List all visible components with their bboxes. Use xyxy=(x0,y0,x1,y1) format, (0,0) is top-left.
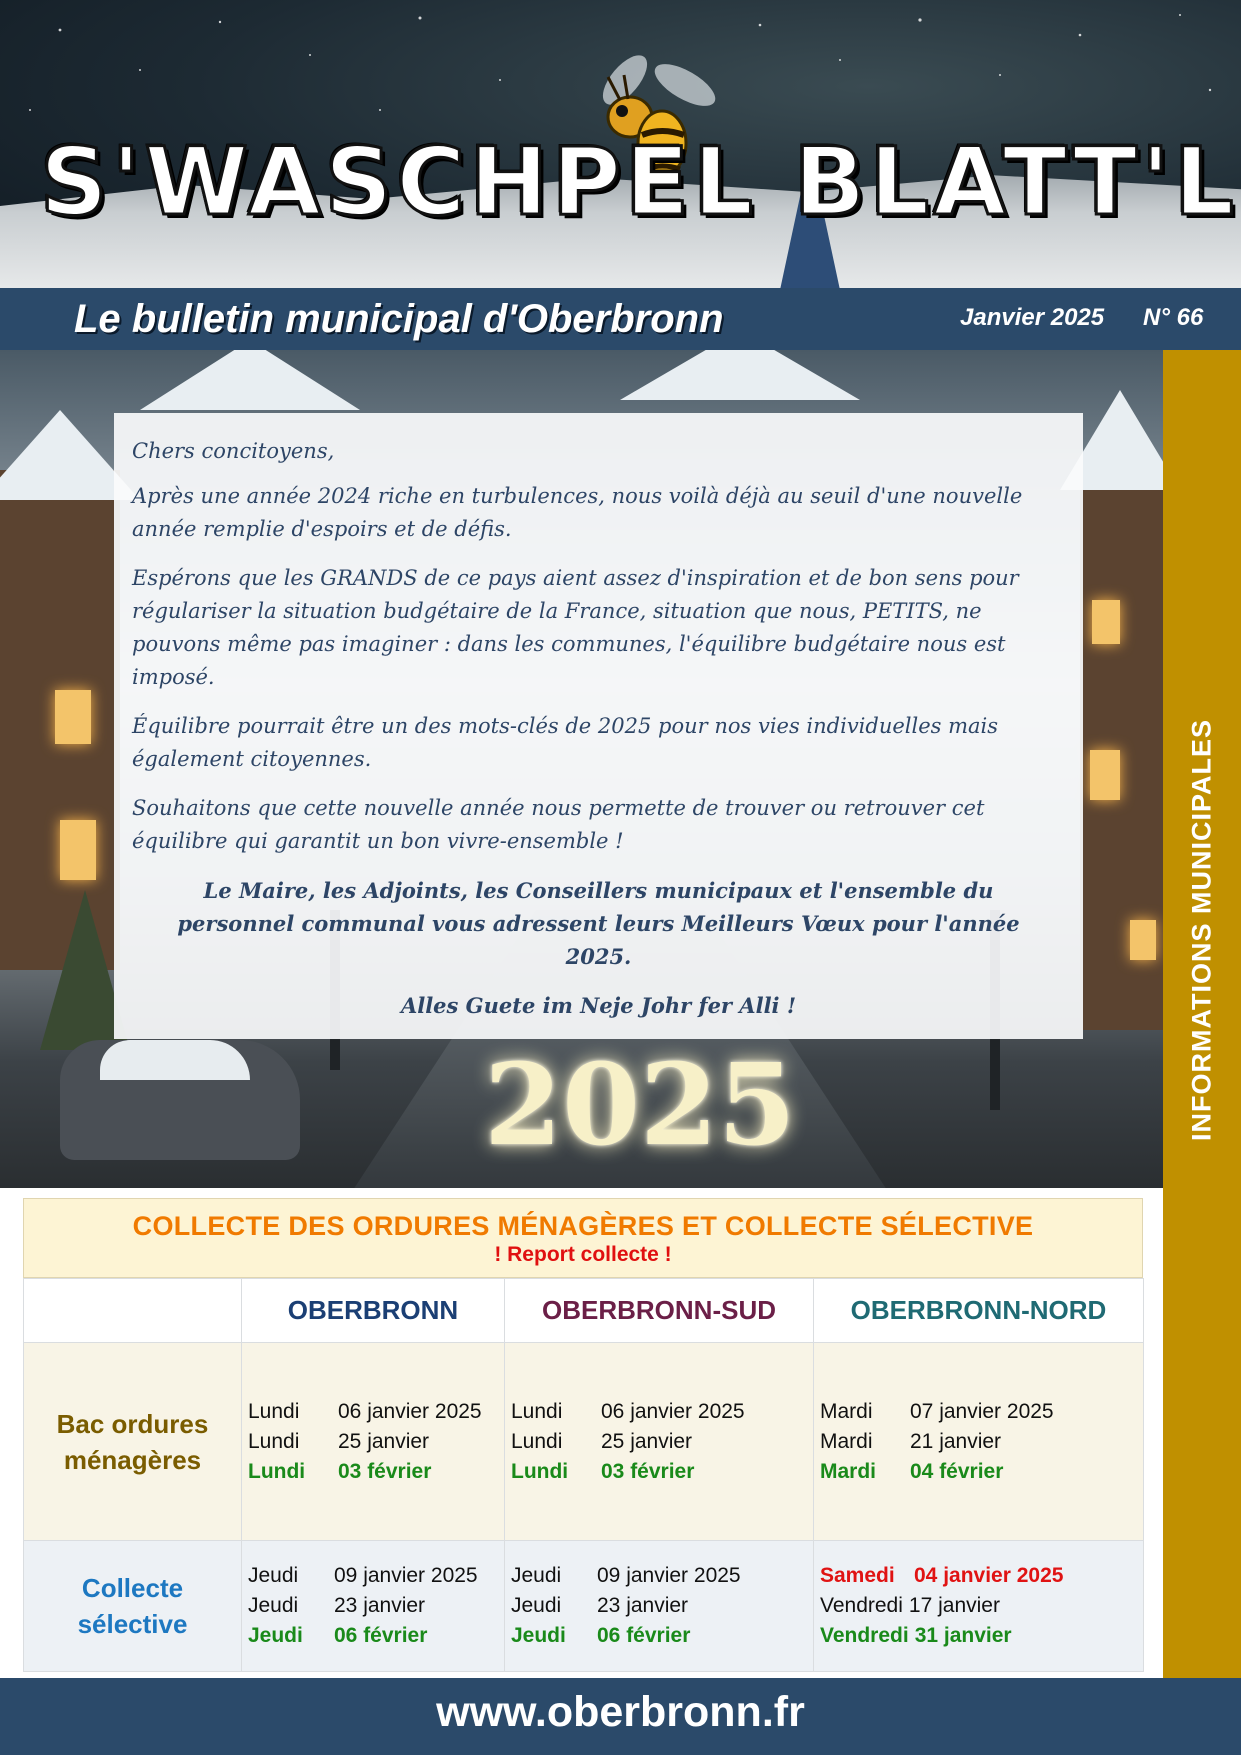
schedule-date: 23 janvier xyxy=(334,1594,426,1617)
letter-paragraph: Souhaitons que cette nouvelle année nous permette de trouver ou retrouver cet équilibre qui garantit un bon vivre-ensemble ! xyxy=(132,796,985,853)
column-header: OBERBRONN xyxy=(242,1279,505,1343)
schedule-date: 06 janvier 2025 xyxy=(601,1399,745,1423)
schedule-day: Lundi xyxy=(511,1459,569,1483)
column-header: OBERBRONN-NORD xyxy=(814,1279,1144,1343)
schedule-date: 04 février xyxy=(910,1459,1004,1483)
issue-number: N° 66 xyxy=(1143,304,1204,331)
row-label-line: ménagères xyxy=(63,1444,202,1475)
row-label-line: Collecte xyxy=(81,1573,184,1603)
schedule-date: 06 janvier 2025 xyxy=(338,1399,482,1423)
schedule-line-rescheduled xyxy=(511,1457,813,1487)
schedule-day: Vendredi xyxy=(820,1624,909,1647)
schedule-day: Lundi xyxy=(248,1429,300,1453)
schedule-line xyxy=(248,1397,504,1427)
table-row xyxy=(24,1541,1144,1672)
schedule-day: Vendredi xyxy=(820,1594,903,1617)
schedule-day: Lundi xyxy=(248,1459,306,1483)
schedule-day: Jeudi xyxy=(511,1594,562,1617)
schedule-day: Jeudi xyxy=(511,1564,562,1587)
window xyxy=(1092,600,1120,644)
collection-header xyxy=(23,1198,1143,1278)
schedule-line xyxy=(511,1397,813,1427)
collection-table xyxy=(23,1278,1144,1672)
table-row xyxy=(24,1343,1144,1541)
house-roof xyxy=(620,350,860,400)
website-link[interactable]: www.oberbronn.fr xyxy=(436,1688,805,1736)
mayor-letter xyxy=(114,413,1083,1039)
row-label xyxy=(24,1343,242,1541)
schedule-day: Jeudi xyxy=(248,1564,299,1587)
schedule-date: 17 janvier xyxy=(908,1594,1000,1617)
schedule-date: 25 janvier xyxy=(601,1429,693,1453)
schedule-day: Samedi xyxy=(820,1564,895,1587)
window xyxy=(1130,920,1156,960)
schedule-cell xyxy=(814,1541,1144,1672)
table-header-row xyxy=(24,1279,1144,1343)
window xyxy=(1090,750,1120,800)
schedule-day: Lundi xyxy=(511,1429,563,1453)
side-label xyxy=(1163,350,1241,1678)
window xyxy=(55,690,91,744)
letter-wishes: Le Maire, les Adjoints, les Conseillers municipaux et l'ensemble du personnel communal vous adressent leurs Meilleurs Vœux pour l'année 2025. xyxy=(177,878,1020,969)
schedule-day: Lundi xyxy=(248,1399,300,1423)
table-header-empty xyxy=(24,1279,242,1343)
schedule-line xyxy=(511,1427,813,1457)
row-label-line: Bac ordures xyxy=(56,1408,209,1439)
issue-date: Janvier 2025 xyxy=(960,304,1105,331)
schedule-cell xyxy=(505,1343,814,1541)
schedule-date: 06 février xyxy=(334,1624,428,1647)
row-label xyxy=(24,1541,242,1672)
schedule-day: Jeudi xyxy=(511,1624,566,1647)
schedule-cell xyxy=(242,1541,505,1672)
schedule-day: Mardi xyxy=(820,1459,877,1483)
letter-greeting: Chers concitoyens, xyxy=(132,439,335,463)
schedule-date: 21 janvier xyxy=(910,1429,1002,1453)
schedule-date: 07 janvier 2025 xyxy=(910,1399,1054,1423)
schedule-line-rescheduled xyxy=(511,1621,813,1651)
schedule-line xyxy=(511,1561,813,1591)
schedule-date: 03 février xyxy=(601,1459,695,1483)
schedule-line xyxy=(248,1427,504,1457)
schedule-line-rescheduled xyxy=(248,1457,504,1487)
schedule-line xyxy=(820,1427,1143,1457)
letter-alsatian-wishes: Alles Guete im Neje Johr fer Alli ! xyxy=(400,993,797,1018)
window xyxy=(60,820,96,880)
newsletter-title: S'WASCHPEL BLATT'L xyxy=(40,128,1238,237)
collection-notice: ! Report collecte ! xyxy=(494,1243,672,1266)
letter-paragraph: Après une année 2024 riche en turbulences, nous voilà déjà au seuil d'une nouvelle année remplie d'espoirs et de défis. xyxy=(132,484,1023,541)
schedule-day: Mardi xyxy=(820,1429,873,1453)
schedule-line-rescheduled xyxy=(820,1457,1143,1487)
schedule-line xyxy=(248,1561,504,1591)
schedule-day: Mardi xyxy=(820,1399,873,1423)
schedule-line xyxy=(248,1591,504,1621)
schedule-day: Jeudi xyxy=(248,1624,303,1647)
schedule-line xyxy=(820,1591,1143,1621)
schedule-date: 03 février xyxy=(338,1459,432,1483)
schedule-date: 25 janvier xyxy=(338,1429,430,1453)
schedule-cell xyxy=(505,1541,814,1672)
newsletter-subtitle: Le bulletin municipal d'Oberbronn xyxy=(74,297,724,341)
letter-paragraph: Espérons que les GRANDS de ce pays aient assez d'inspiration et de bon sens pour régulariser la situation budgétaire de la France, situation que nous, PETITS, ne pouvons même pas imaginer : dans les communes, l'équilibre budgétaire nous est imposé. xyxy=(132,566,1019,689)
footer-bar xyxy=(0,1678,1241,1755)
schedule-cell xyxy=(242,1343,505,1541)
schedule-cell xyxy=(814,1343,1144,1541)
collection-title: COLLECTE DES ORDURES MÉNAGÈRES ET COLLECTE SÉLECTIVE xyxy=(132,1211,1034,1241)
schedule-date: 23 janvier xyxy=(597,1594,689,1617)
schedule-date: 31 janvier xyxy=(914,1624,1012,1647)
letter-paragraph: Équilibre pourrait être un des mots-clés de 2025 pour nos vies individuelles mais également citoyennes. xyxy=(132,714,999,771)
schedule-date: 09 janvier 2025 xyxy=(334,1564,478,1587)
car-snow-roof xyxy=(100,1040,250,1080)
schedule-date: 06 février xyxy=(597,1624,691,1647)
schedule-line-rescheduled xyxy=(820,1621,1143,1651)
schedule-day: Lundi xyxy=(511,1399,563,1423)
schedule-day: Jeudi xyxy=(248,1594,299,1617)
side-label-text: INFORMATIONS MUNICIPALES xyxy=(1186,719,1217,1141)
schedule-line xyxy=(820,1397,1143,1427)
schedule-date: 09 janvier 2025 xyxy=(597,1564,741,1587)
column-header: OBERBRONN-SUD xyxy=(505,1279,814,1343)
year-2025: 2025 xyxy=(484,1040,796,1171)
house-roof xyxy=(140,350,360,410)
schedule-line-changed xyxy=(820,1561,1143,1591)
schedule-date: 04 janvier 2025 xyxy=(914,1564,1064,1587)
schedule-line xyxy=(511,1591,813,1621)
row-label-line: sélective xyxy=(77,1609,188,1639)
schedule-line-rescheduled xyxy=(248,1621,504,1651)
